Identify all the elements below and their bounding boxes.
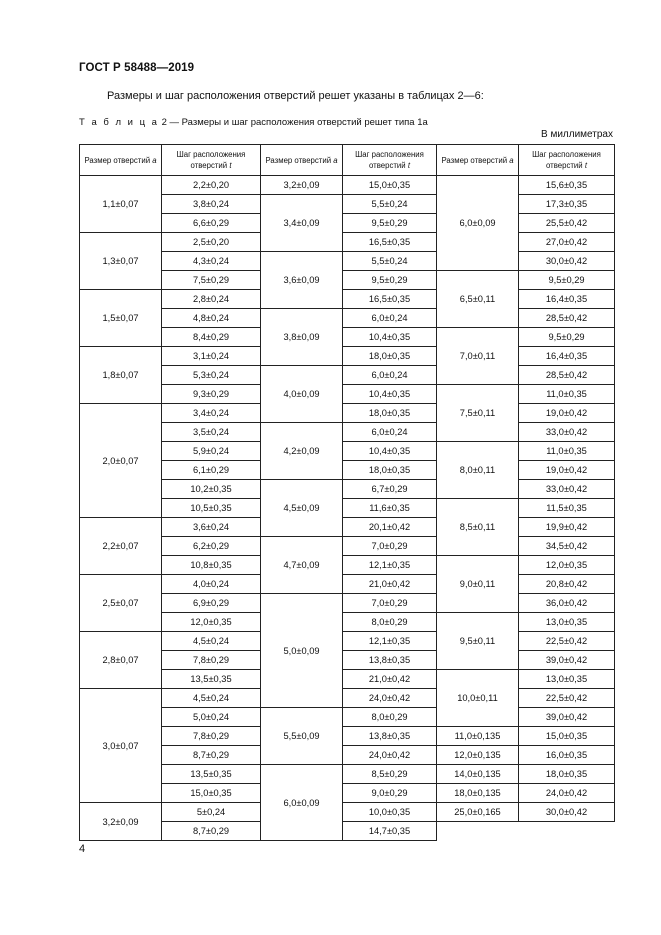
pitch-cell: 12,0±0,35: [519, 556, 615, 575]
pitch-cell: 21,0±0,42: [343, 575, 437, 594]
pitch-cell: 18,0±0,35: [519, 765, 615, 784]
hole-size-cell: 2,5±0,07: [80, 575, 162, 632]
pitch-cell: 10,4±0,35: [343, 442, 437, 461]
pitch-cell: 3,5±0,24: [162, 423, 261, 442]
header-step-1: Шаг расположения отверстий t: [162, 145, 261, 176]
pitch-cell: 17,3±0,35: [519, 195, 615, 214]
pitch-cell: 6,0±0,24: [343, 309, 437, 328]
pitch-cell: 5,0±0,24: [162, 708, 261, 727]
variable-letter: a: [333, 155, 338, 165]
pitch-cell: 18,0±0,35: [343, 347, 437, 366]
pitch-cell: 7,0±0,29: [343, 537, 437, 556]
pitch-cell: 15,0±0,35: [519, 727, 615, 746]
pitch-cell: 16,0±0,35: [519, 746, 615, 765]
pitch-cell: 19,0±0,42: [519, 404, 615, 423]
header-size-2: Размер отверстий a: [261, 145, 343, 176]
hole-size-cell: 4,5±0,09: [261, 480, 343, 537]
pitch-cell: 18,0±0,35: [343, 461, 437, 480]
pitch-cell: 3,8±0,24: [162, 195, 261, 214]
table-row: [80, 290, 615, 309]
pitch-cell: 8,0±0,29: [343, 613, 437, 632]
header-size-1: Размер отверстий a: [80, 145, 162, 176]
pitch-cell: 9,0±0,29: [343, 784, 437, 803]
pitch-cell: 6,0±0,24: [343, 423, 437, 442]
pitch-cell: 11,0±0,35: [519, 442, 615, 461]
table-label: Т а б л и ц а: [79, 117, 159, 128]
units-note: В миллиметрах: [541, 129, 613, 140]
variable-letter: a: [152, 155, 157, 165]
hole-size-cell: 14,0±0,135: [437, 765, 519, 784]
pitch-cell: 2,2±0,20: [162, 176, 261, 195]
hole-size-table: [79, 144, 615, 841]
pitch-cell: 9,5±0,29: [343, 214, 437, 233]
hole-size-cell: 9,0±0,11: [437, 556, 519, 613]
intro-text: Размеры и шаг расположения отверстий решет указаны в таблицах 2—6:: [107, 90, 484, 102]
pitch-cell: 25,5±0,42: [519, 214, 615, 233]
hole-size-cell: 4,0±0,09: [261, 366, 343, 423]
table-row: [80, 518, 615, 537]
pitch-cell: 10,4±0,35: [343, 385, 437, 404]
pitch-cell: 30,0±0,42: [519, 803, 615, 822]
pitch-cell: 15,0±0,35: [343, 176, 437, 195]
pitch-cell: 36,0±0,42: [519, 594, 615, 613]
table-row: [80, 347, 615, 366]
table-row: [80, 176, 615, 195]
hole-size-cell: 7,5±0,11: [437, 385, 519, 442]
pitch-cell: 5,5±0,24: [343, 252, 437, 271]
hole-size-cell: 1,8±0,07: [80, 347, 162, 404]
table-title: 2 — Размеры и шаг расположения отверстий решет типа 1а: [161, 117, 428, 128]
hole-size-cell: 8,5±0,11: [437, 499, 519, 556]
pitch-cell: 13,8±0,35: [343, 727, 437, 746]
pitch-cell: 9,5±0,29: [343, 271, 437, 290]
pitch-cell: 28,5±0,42: [519, 309, 615, 328]
hole-size-cell: 5,5±0,09: [261, 708, 343, 765]
pitch-cell: 13,0±0,35: [519, 613, 615, 632]
hole-size-cell: 6,0±0,09: [437, 176, 519, 271]
pitch-cell: 34,5±0,42: [519, 537, 615, 556]
hole-size-cell: 7,0±0,11: [437, 328, 519, 385]
pitch-cell: 5,5±0,24: [343, 195, 437, 214]
pitch-cell: 5,9±0,24: [162, 442, 261, 461]
pitch-cell: 24,0±0,42: [343, 746, 437, 765]
hole-size-cell: 9,5±0,11: [437, 613, 519, 670]
table-caption: [79, 117, 428, 128]
table-row: [80, 575, 615, 594]
pitch-cell: 4,0±0,24: [162, 575, 261, 594]
pitch-cell: 3,1±0,24: [162, 347, 261, 366]
pitch-cell: 10,8±0,35: [162, 556, 261, 575]
pitch-cell: 21,0±0,42: [343, 670, 437, 689]
hole-size-cell: 5,0±0,09: [261, 594, 343, 708]
table-row: [80, 404, 615, 423]
pitch-cell: 13,0±0,35: [519, 670, 615, 689]
pitch-cell: 11,0±0,35: [519, 385, 615, 404]
pitch-cell: 16,4±0,35: [519, 290, 615, 309]
hole-size-cell: 3,6±0,09: [261, 252, 343, 309]
pitch-cell: 9,3±0,29: [162, 385, 261, 404]
pitch-cell: 6,2±0,29: [162, 537, 261, 556]
pitch-cell: 6,9±0,29: [162, 594, 261, 613]
pitch-cell: 12,0±0,35: [162, 613, 261, 632]
table-row: [80, 632, 615, 651]
pitch-cell: 11,6±0,35: [343, 499, 437, 518]
pitch-cell: 39,0±0,42: [519, 651, 615, 670]
pitch-cell: 9,5±0,29: [519, 271, 615, 290]
hole-size-cell: 11,0±0,135: [437, 727, 519, 746]
pitch-cell: 27,0±0,42: [519, 233, 615, 252]
pitch-cell: 28,5±0,42: [519, 366, 615, 385]
table-header-row: [80, 145, 615, 176]
pitch-cell: 8,7±0,29: [162, 746, 261, 765]
hole-size-cell: 12,0±0,135: [437, 746, 519, 765]
hole-size-cell: 8,0±0,11: [437, 442, 519, 499]
table-row: [80, 233, 615, 252]
pitch-cell: 24,0±0,42: [343, 689, 437, 708]
pitch-cell: 33,0±0,42: [519, 423, 615, 442]
pitch-cell: 4,3±0,24: [162, 252, 261, 271]
pitch-cell: 5±0,24: [162, 803, 261, 822]
variable-letter: t: [229, 161, 232, 170]
page-number: 4: [79, 843, 86, 855]
pitch-cell: 4,5±0,24: [162, 632, 261, 651]
table-row: [80, 803, 615, 822]
hole-size-cell: 4,2±0,09: [261, 423, 343, 480]
hole-size-cell: 6,5±0,11: [437, 271, 519, 328]
pitch-cell: 13,8±0,35: [343, 651, 437, 670]
pitch-cell: 10,0±0,35: [343, 803, 437, 822]
pitch-cell: 4,5±0,24: [162, 689, 261, 708]
pitch-cell: 20,1±0,42: [343, 518, 437, 537]
hole-size-cell: 3,4±0,09: [261, 195, 343, 252]
hole-size-cell: 6,0±0,09: [261, 765, 343, 841]
hole-size-cell: 1,3±0,07: [80, 233, 162, 290]
pitch-cell: 33,0±0,42: [519, 480, 615, 499]
pitch-cell: 16,4±0,35: [519, 347, 615, 366]
pitch-cell: 8,5±0,29: [343, 765, 437, 784]
pitch-cell: 24,0±0,42: [519, 784, 615, 803]
hole-size-cell: 1,5±0,07: [80, 290, 162, 347]
pitch-cell: 19,0±0,42: [519, 461, 615, 480]
pitch-cell: 7,8±0,29: [162, 727, 261, 746]
hole-size-cell: 4,7±0,09: [261, 537, 343, 594]
pitch-cell: 6,7±0,29: [343, 480, 437, 499]
variable-letter: t: [584, 161, 587, 170]
pitch-cell: 22,5±0,42: [519, 689, 615, 708]
hole-size-cell: 25,0±0,165: [437, 803, 519, 822]
variable-letter: a: [509, 155, 514, 165]
hole-size-cell: 2,0±0,07: [80, 404, 162, 518]
hole-size-cell: 2,2±0,07: [80, 518, 162, 575]
hole-size-cell: 3,2±0,09: [261, 176, 343, 195]
pitch-cell: 14,7±0,35: [343, 822, 437, 841]
hole-size-cell: 3,8±0,09: [261, 309, 343, 366]
pitch-cell: 16,5±0,35: [343, 233, 437, 252]
pitch-cell: 39,0±0,42: [519, 708, 615, 727]
pitch-cell: 30,0±0,42: [519, 252, 615, 271]
pitch-cell: 18,0±0,35: [343, 404, 437, 423]
pitch-cell: 8,4±0,29: [162, 328, 261, 347]
pitch-cell: 3,6±0,24: [162, 518, 261, 537]
pitch-cell: 2,5±0,20: [162, 233, 261, 252]
pitch-cell: 19,9±0,42: [519, 518, 615, 537]
hole-size-cell: 18,0±0,135: [437, 784, 519, 803]
pitch-cell: 8,7±0,29: [162, 822, 261, 841]
pitch-cell: 13,5±0,35: [162, 765, 261, 784]
header-size-3: Размер отверстий a: [437, 145, 519, 176]
pitch-cell: 7,8±0,29: [162, 651, 261, 670]
pitch-cell: 10,2±0,35: [162, 480, 261, 499]
pitch-cell: 9,5±0,29: [519, 328, 615, 347]
pitch-cell: 6,0±0,24: [343, 366, 437, 385]
pitch-cell: 3,4±0,24: [162, 404, 261, 423]
pitch-cell: 7,5±0,29: [162, 271, 261, 290]
header-step-3: Шаг расположения отверстий t: [519, 145, 615, 176]
pitch-cell: 12,1±0,35: [343, 632, 437, 651]
pitch-cell: 22,5±0,42: [519, 632, 615, 651]
pitch-cell: 10,4±0,35: [343, 328, 437, 347]
hole-size-cell: 10,0±0,11: [437, 670, 519, 727]
pitch-cell: 15,6±0,35: [519, 176, 615, 195]
pitch-cell: 8,0±0,29: [343, 708, 437, 727]
hole-size-cell: 3,2±0,09: [80, 803, 162, 841]
pitch-cell: 7,0±0,29: [343, 594, 437, 613]
hole-size-cell: 1,1±0,07: [80, 176, 162, 233]
header-step-2: Шаг расположения отверстий t: [343, 145, 437, 176]
table-body: [80, 176, 615, 841]
pitch-cell: 10,5±0,35: [162, 499, 261, 518]
pitch-cell: 20,8±0,42: [519, 575, 615, 594]
pitch-cell: 13,5±0,35: [162, 670, 261, 689]
pitch-cell: 5,3±0,24: [162, 366, 261, 385]
variable-letter: t: [407, 161, 410, 170]
document-code: ГОСТ Р 58488—2019: [79, 62, 195, 74]
pitch-cell: 15,0±0,35: [162, 784, 261, 803]
pitch-cell: 12,1±0,35: [343, 556, 437, 575]
pitch-cell: 6,1±0,29: [162, 461, 261, 480]
table-row: [80, 689, 615, 708]
pitch-cell: 11,5±0,35: [519, 499, 615, 518]
hole-size-cell: 3,0±0,07: [80, 689, 162, 803]
pitch-cell: 16,5±0,35: [343, 290, 437, 309]
hole-size-cell: 2,8±0,07: [80, 632, 162, 689]
pitch-cell: 4,8±0,24: [162, 309, 261, 328]
pitch-cell: 2,8±0,24: [162, 290, 261, 309]
pitch-cell: 6,6±0,29: [162, 214, 261, 233]
